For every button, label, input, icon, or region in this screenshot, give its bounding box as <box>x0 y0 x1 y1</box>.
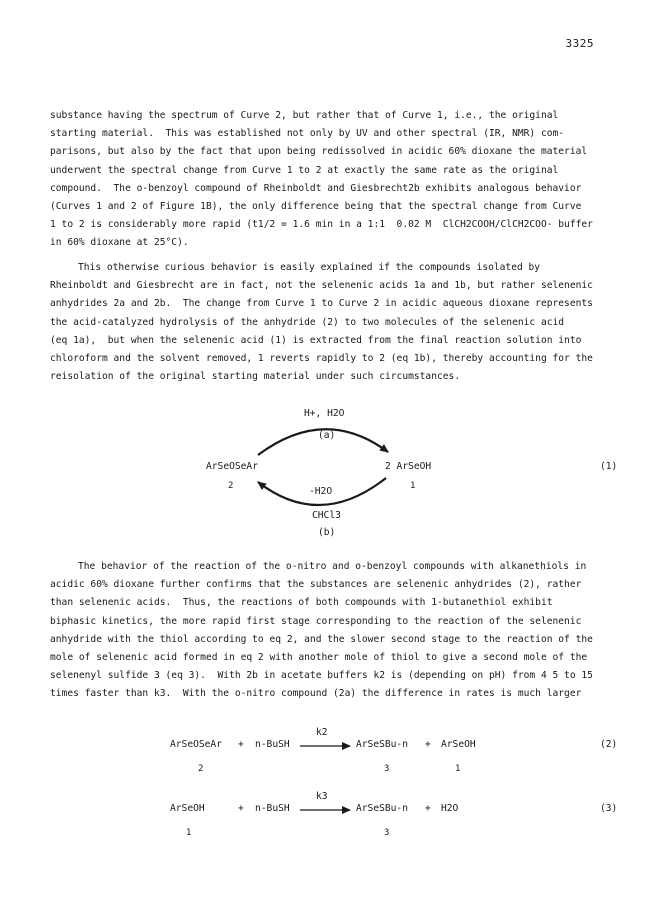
eq2-plus: + <box>238 739 244 750</box>
compound-number: 1 <box>410 481 416 491</box>
text-line: parisons, but also by the fact that upon being redissolved in acidic 60% dioxane the material <box>50 146 588 158</box>
text-line: The behavior of the reaction of the o-nitro and o-benzoyl compounds with alkanethiols in <box>78 561 587 572</box>
text-line: times faster than k3. With the o-nitro compound (2a) the difference in rates is much larger <box>50 688 582 700</box>
text-line: selenenyl sulfide 3 (eq 3). With 2b in acetate buffers k2 is (depending on pH) from 4 5 to 15 <box>50 670 593 682</box>
text-line: anhydride with the thiol according to eq 2, and the slower second stage to the reaction of the <box>50 633 593 645</box>
compound-number: 1 <box>186 828 192 838</box>
paragraph-2 <box>50 259 622 386</box>
compound-number: 1 <box>455 764 461 774</box>
eq3-plus: + <box>238 803 244 814</box>
text-line: (Curves 1 and 2 of Figure 1B), the only difference being that the spectral change from Curve <box>50 201 582 213</box>
eq3-reactant1: ArSeOH <box>170 803 205 814</box>
page-number: 3325 <box>565 37 594 50</box>
text-line: This otherwise curious behavior is easily explained if the compounds isolated by <box>78 262 541 273</box>
text-line: acidic 60% dioxane further confirms that the substances are selenenic anhydrides (2), rather <box>50 579 582 591</box>
text-line: substance having the spectrum of Curve 2, but rather that of Curve 1, i.e., the original <box>50 110 559 121</box>
eq3-reactant2: n-BuSH <box>255 803 290 814</box>
scheme-right-species: 2 ArSeOH <box>385 461 432 472</box>
eq2-reactant1: ArSeOSeAr <box>170 739 222 750</box>
text-line: starting material. This was established not only by UV and other spectral (IR, NMR) com- <box>50 128 565 140</box>
text-line: chloroform and the solvent removed, 1 reverts rapidly to 2 (eq 1b), thereby accounting for the <box>50 353 593 365</box>
scheme-bottom-solvent: CHCl3 <box>312 510 341 521</box>
text-line: (eq 1a), but when the selenenic acid (1) is extracted from the final reaction solution into <box>50 334 582 346</box>
text-line: anhydrides 2a and 2b. The change from Curve 1 to Curve 2 in acidic aqueous dioxane represents <box>50 298 593 310</box>
compound-number: 2 <box>228 481 234 491</box>
compound-number: 3 <box>384 828 390 838</box>
eq3-product1: ArSeSBu-n <box>356 803 408 814</box>
text-line: underwent the spectral change from Curve 1 to 2 at exactly the same rate as the original <box>50 164 559 176</box>
eq2-product2: ArSeOH <box>441 739 476 750</box>
eq3-product2: H2O <box>441 803 459 814</box>
text-line: 1 to 2 is considerably more rapid (t1/2 = 1.6 min in a 1:1 0.02 M ClCH2COOH/ClCH2COO- buffer <box>50 219 593 231</box>
text-line: compound. The o-benzoyl compound of Rheinboldt and Giesbrecht2b exhibits analogous behavior <box>50 182 582 194</box>
text-line: the acid-catalyzed hydrolysis of the anhydride (2) to two molecules of the selenenic acid <box>50 316 565 328</box>
text-line: Rheinboldt and Giesbrecht are in fact, not the selenenic acids 1a and 1b, but rather selenenic <box>50 280 593 292</box>
compound-number: 2 <box>198 764 204 774</box>
scheme-top-reagent: H+, H2O <box>304 408 345 419</box>
equation-number: (2) <box>600 739 618 750</box>
scheme-bottom-label: (b) <box>318 527 336 538</box>
text-line: in 60% dioxane at 25°C). <box>50 237 189 249</box>
equation-number: (1) <box>600 461 618 472</box>
eq3-plus: + <box>425 803 431 814</box>
eq2-reactant2: n-BuSH <box>255 739 290 750</box>
scheme-bottom-reagent: -H2O <box>309 486 333 497</box>
eq2-rate-constant: k2 <box>316 727 328 738</box>
eq2-plus: + <box>425 739 431 750</box>
text-line: reisolation of the original starting material under such circumstances. <box>50 371 461 383</box>
compound-number: 3 <box>384 764 390 774</box>
equation-number: (3) <box>600 803 618 814</box>
eq3-rate-constant: k3 <box>316 791 328 802</box>
eq2-product1: ArSeSBu-n <box>356 739 408 750</box>
scheme-left-species: ArSeOSeAr <box>206 461 258 472</box>
text-line: mole of selenenic acid formed in eq 2 with another mole of thiol to give a second mole of the <box>50 652 588 664</box>
text-line: than selenenic acids. Thus, the reactions of both compounds with 1-butanethiol exhibit <box>50 597 553 609</box>
text-line: biphasic kinetics, the more rapid first stage corresponding to the reaction of the selenenic <box>50 615 582 627</box>
scheme-top-label: (a) <box>318 430 336 441</box>
paragraph-1 <box>50 107 622 253</box>
paragraph-3 <box>50 558 622 704</box>
